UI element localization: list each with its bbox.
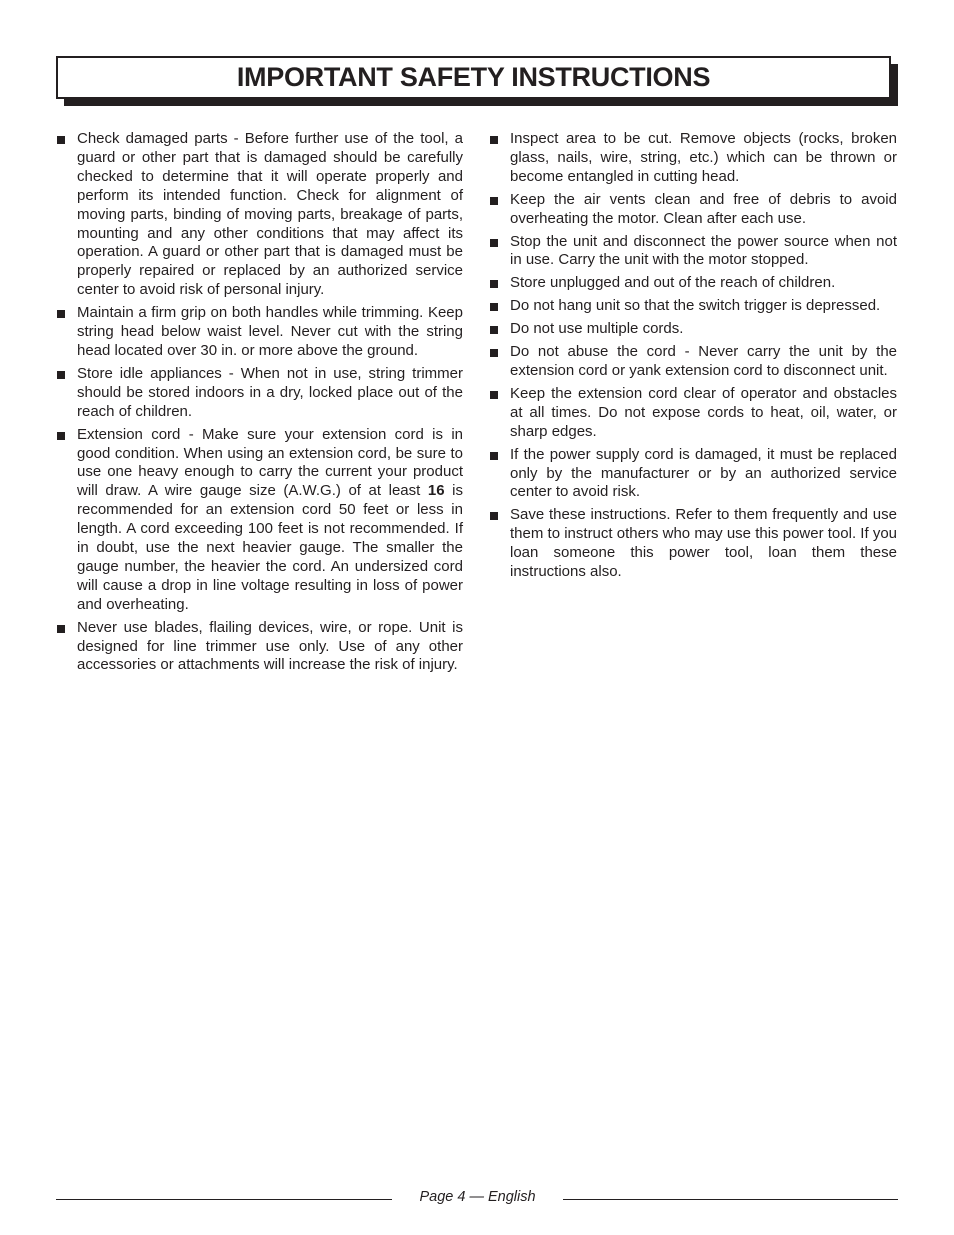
square-bullet-icon <box>57 625 65 633</box>
square-bullet-icon <box>57 371 65 379</box>
item-text: Maintain a firm grip on both handles while trimming. Keep string head below waist level. Never cut with the string head located over 30 in. or more above the ground. <box>77 304 463 359</box>
square-bullet-icon <box>490 349 498 357</box>
item-text: Do not abuse the cord - Never carry the unit by the extension cord or yank extension cord to disconnect unit. <box>510 343 897 379</box>
item-text: Save these instructions. Refer to them frequently and use them to instruct others who may use this power tool. If you loan someone this power tool, loan them these instructions also. <box>510 506 897 581</box>
list-item <box>489 385 897 442</box>
list-item <box>489 233 897 271</box>
square-bullet-icon <box>490 136 498 144</box>
list-item <box>489 274 897 293</box>
list-item <box>56 130 463 300</box>
item-text: Do not use multiple cords. <box>510 320 684 338</box>
list-item <box>56 426 463 615</box>
list-item <box>489 191 897 229</box>
item-text: If the power supply cord is damaged, it must be replaced only by the manufacturer or by an authorized service center to avoid risk. <box>510 445 897 501</box>
item-text: Do not hang unit so that the switch trigger is depressed. <box>510 297 881 315</box>
item-text: Keep the extension cord clear of operator and obstacles at all times. Do not expose cords to heat, oil, water, or sharp edges. <box>510 384 897 440</box>
left-column <box>56 130 463 679</box>
list-item <box>56 304 463 361</box>
item-text <box>77 426 463 615</box>
list-item <box>56 365 463 422</box>
square-bullet-icon <box>490 391 498 399</box>
page-footer <box>56 1187 898 1211</box>
item-text: Check damaged parts - Before further use of the tool, a guard or other part that is damaged should be carefully checked to determine that it will operate properly and perform its intended function. Check for alignment of moving parts, binding of moving parts, breakage of parts, mounting and any other conditions that may affect its operation. A guard or other part that is damaged must be properly repaired or replaced by an authorized service center to avoid risk of personal injury. <box>77 130 463 299</box>
list-item <box>489 506 897 582</box>
item-text: Stop the unit and disconnect the power source when not in use. Carry the unit with the motor stopped. <box>510 232 897 269</box>
footer-rule-left <box>56 1199 392 1200</box>
square-bullet-icon <box>57 432 65 440</box>
square-bullet-icon <box>490 303 498 311</box>
item-text: Keep the air vents clean and free of debris to avoid overheating the motor. Clean after each use. <box>510 190 897 227</box>
item-text: Inspect area to be cut. Remove objects (rocks, broken glass, nails, wire, string, etc.) which can be thrown or become entangled in cutting head. <box>510 130 897 185</box>
list-item <box>489 130 897 187</box>
item-text: Store unplugged and out of the reach of children. <box>510 274 836 292</box>
item-text: Store idle appliances - When not in use, string trimmer should be stored indoors in a dry, locked place out of the reach of children. <box>77 364 463 420</box>
title-banner <box>56 56 898 106</box>
square-bullet-icon <box>490 512 498 520</box>
list-item <box>489 446 897 503</box>
square-bullet-icon <box>490 326 498 334</box>
square-bullet-icon <box>490 280 498 288</box>
item-text-part: is recommended for an extension cord 50 feet or less in length. A cord exceeding 100 feet is not recommended. If in doubt, use the next heavier gauge. The smaller the gauge number, the heavier the cord. An undersized cord will cause a drop in line voltage resulting in loss of power and overheating. <box>77 482 464 613</box>
square-bullet-icon <box>490 452 498 460</box>
title-box <box>56 56 891 99</box>
list-item <box>56 619 463 676</box>
item-text: Never use blades, flailing devices, wire, or rope. Unit is designed for line trimmer use only. Use of any other accessories or attachments will increase the risk of injury. <box>77 618 463 674</box>
item-text-part: Extension cord - Make sure your extension cord is in good condition. When using an extension cord, be sure to use one heavy enough to carry the current your product will draw. A wire gauge size (A.W.G.) of at least <box>77 425 463 500</box>
square-bullet-icon <box>57 310 65 318</box>
right-column <box>489 130 897 586</box>
square-bullet-icon <box>490 239 498 247</box>
wire-gauge-value: 16 <box>427 482 445 500</box>
page-title: IMPORTANT SAFETY INSTRUCTIONS <box>236 62 711 92</box>
footer-rule-right <box>563 1199 898 1200</box>
list-item <box>489 343 897 381</box>
square-bullet-icon <box>490 197 498 205</box>
square-bullet-icon <box>57 136 65 144</box>
page-number-label: Page 4 — English <box>419 1189 536 1205</box>
list-item <box>489 297 897 316</box>
list-item <box>489 320 897 339</box>
